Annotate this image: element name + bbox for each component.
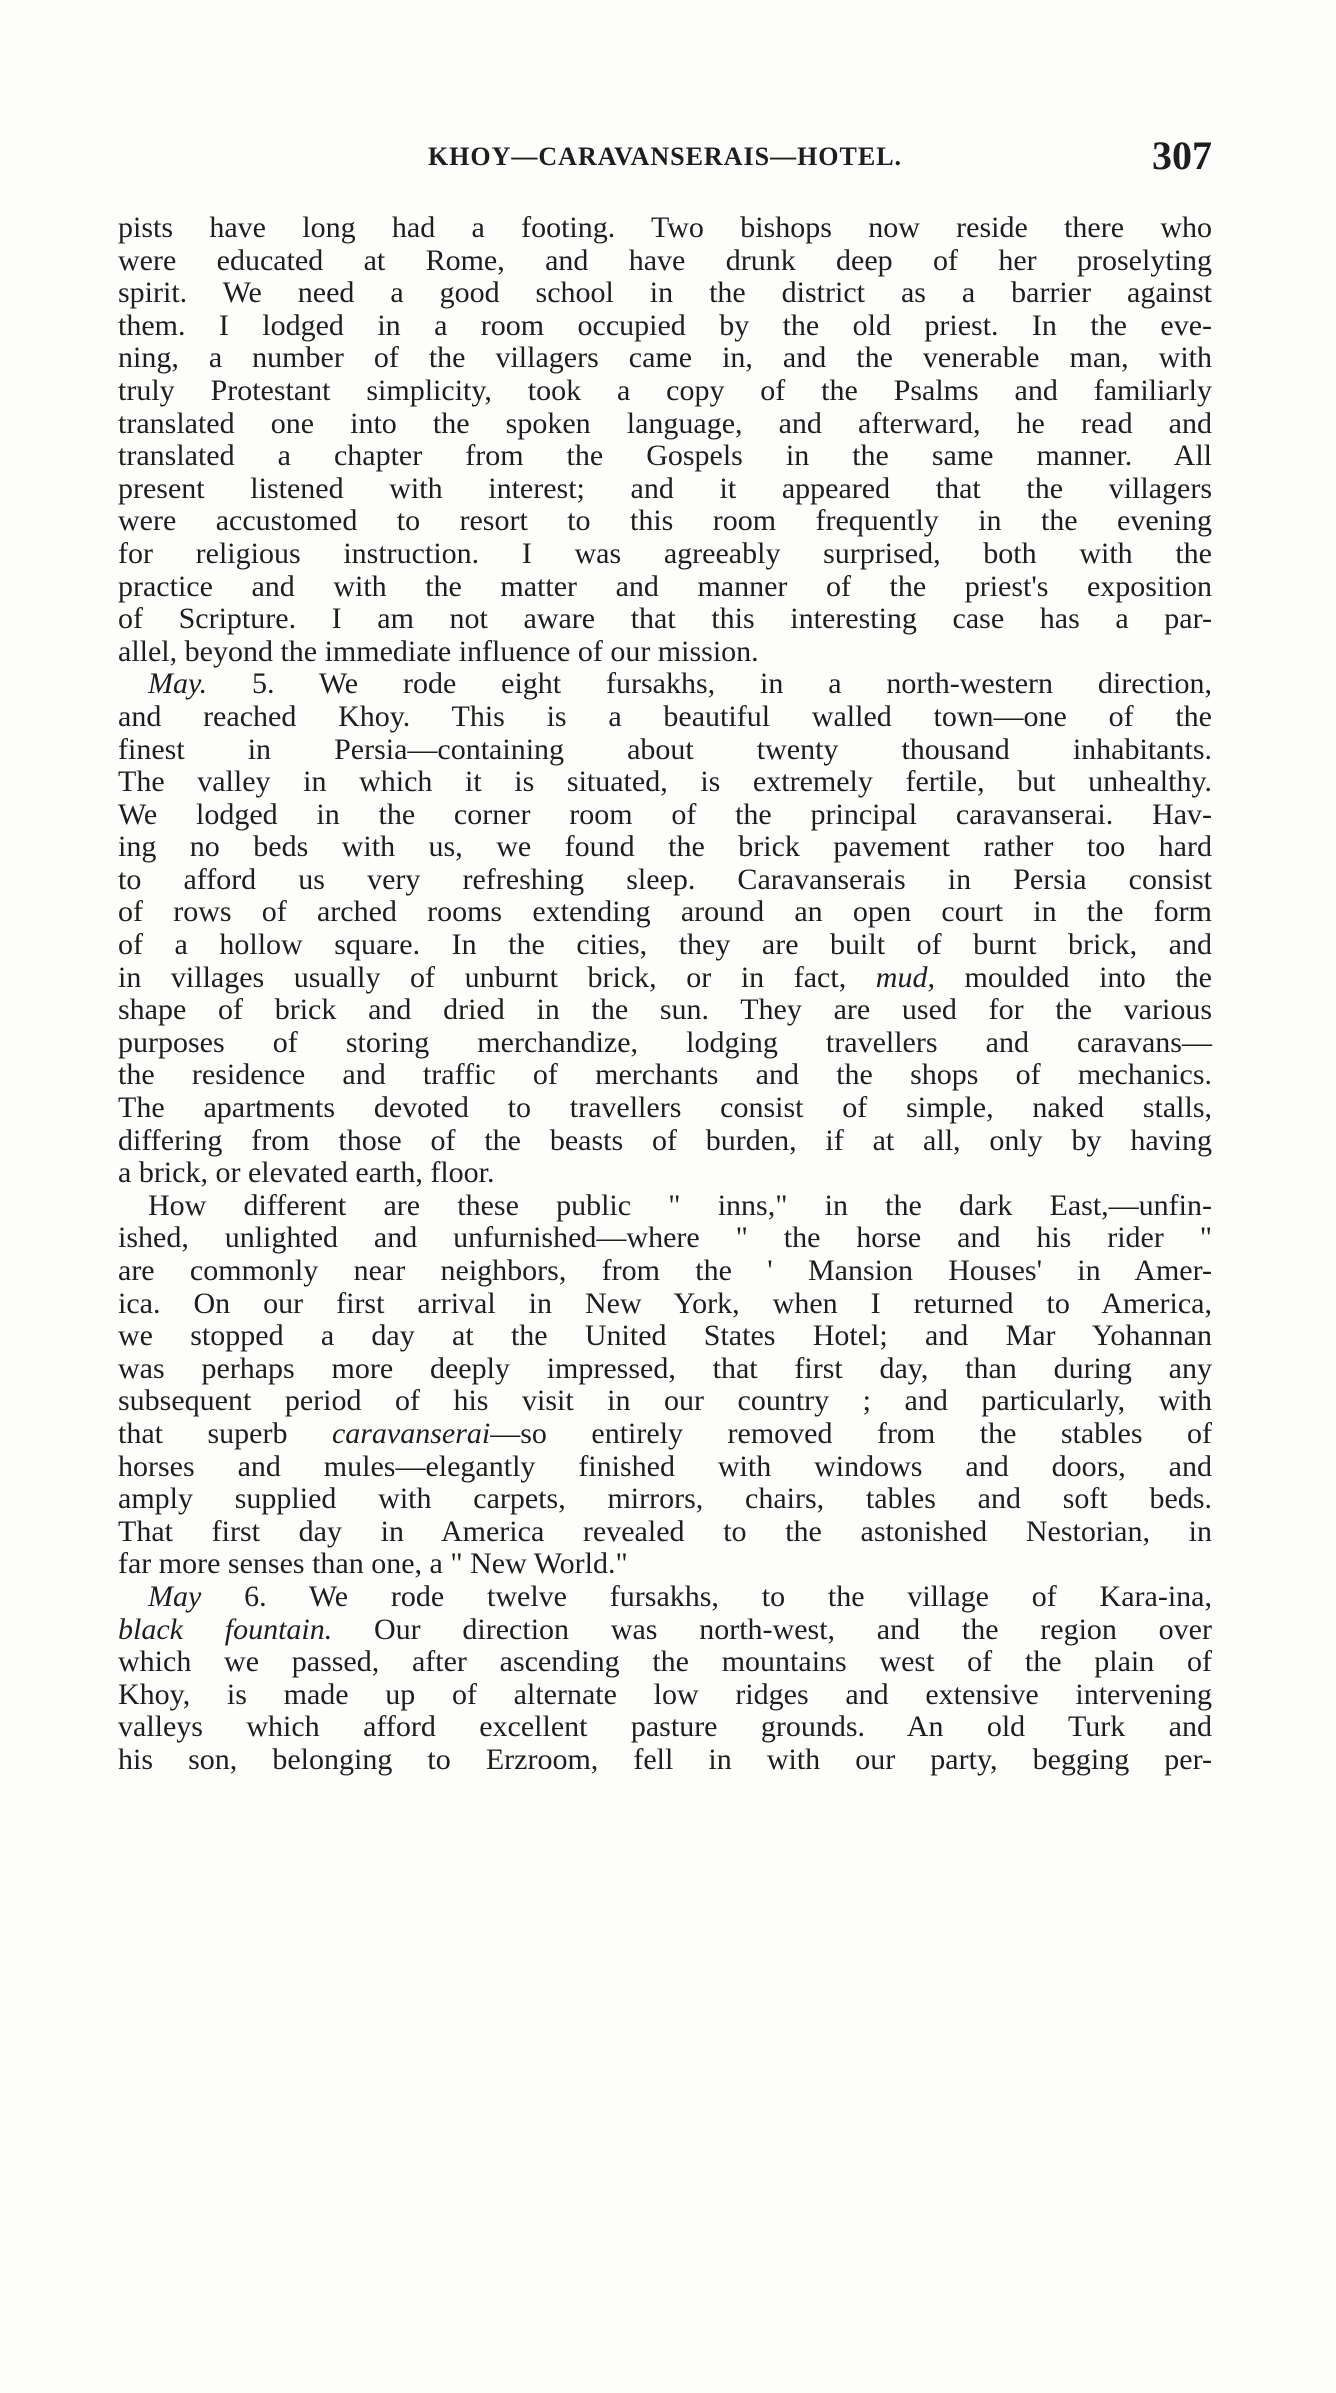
text-line <box>118 440 1212 473</box>
text-line <box>118 929 1212 962</box>
text-segment: a brick, or elevated earth, floor. <box>118 1156 495 1190</box>
text-segment: shape of brick and dried in the sun. They are used for the various <box>118 993 1212 1027</box>
text-segment: for religious instruction. I was agreeably surprised, both with the <box>118 536 1212 570</box>
text-segment: We lodged in the corner room of the principal caravanserai. Hav- <box>118 797 1212 831</box>
text-segment: Our direction was north-west, and the region over <box>332 1612 1212 1646</box>
italic-text: mud, <box>875 960 935 994</box>
italic-text: caravanserai <box>331 1416 491 1450</box>
text-line <box>118 1222 1212 1255</box>
text-line <box>118 1027 1212 1060</box>
text-line <box>118 1581 1212 1614</box>
text-segment: that superb <box>118 1416 332 1450</box>
text-segment: far more senses than one, a " New World." <box>118 1547 628 1581</box>
body-text <box>118 212 1212 1777</box>
text-segment: How different are these public " inns," in the dark East,—unfin- <box>148 1188 1212 1222</box>
text-line <box>118 1255 1212 1288</box>
text-line <box>118 277 1212 310</box>
text-segment: we stopped a day at the United States Hotel; and Mar Yohannan <box>118 1319 1212 1353</box>
text-segment: of rows of arched rooms extending around an open court in the form <box>118 895 1212 929</box>
text-line <box>118 1646 1212 1679</box>
text-segment: 5. We rode eight fursakhs, in a north-western direction, <box>207 667 1212 701</box>
text-line <box>118 1320 1212 1353</box>
text-segment: pists have long had a footing. Two bishops now reside there who <box>118 211 1212 244</box>
text-segment: horses and mules—elegantly finished with windows and doors, and <box>118 1449 1212 1483</box>
text-line <box>118 1157 1212 1190</box>
text-segment: The valley in which it is situated, is extremely fertile, but unhealthy. <box>118 765 1212 799</box>
text-segment: amply supplied with carpets, mirrors, chairs, tables and soft beds. <box>118 1482 1212 1516</box>
text-line <box>118 896 1212 929</box>
text-segment: were accustomed to resort to this room frequently in the evening <box>118 504 1212 538</box>
text-segment: present listened with interest; and it appeared that the villagers <box>118 471 1212 505</box>
text-segment: practice and with the matter and manner of the priest's exposition <box>118 569 1212 603</box>
text-segment: Khoy, is made up of alternate low ridges and extensive intervening <box>118 1677 1212 1711</box>
text-segment: his son, belonging to Erzroom, fell in with our party, begging per- <box>118 1742 1212 1776</box>
text-segment: differing from those of the beasts of burden, if at all, only by having <box>118 1123 1212 1157</box>
text-segment: —so entirely removed from the stables of <box>490 1416 1212 1450</box>
text-line <box>118 734 1212 767</box>
text-segment: and reached Khoy. This is a beautiful walled town—one of the <box>118 699 1212 733</box>
text-line <box>118 1744 1212 1777</box>
running-head: KHOY—CARAVANSERAIS—HOTEL. <box>427 142 903 171</box>
text-line <box>118 1125 1212 1158</box>
text-line <box>118 212 1212 245</box>
text-segment: subsequent period of his visit in our country ; and particularly, with <box>118 1384 1212 1418</box>
text-line <box>118 1614 1212 1647</box>
text-segment: in villages usually of unburnt brick, or in fact, <box>118 960 876 994</box>
text-segment: ished, unlighted and unfurnished—where " the horse and his rider " <box>118 1221 1212 1255</box>
text-line <box>118 701 1212 734</box>
text-segment: are commonly near neighbors, from the ' Mansion Houses' in Amer- <box>118 1254 1212 1287</box>
text-line <box>118 766 1212 799</box>
text-segment: valleys which afford excellent pasture grounds. An old Turk and <box>118 1710 1212 1744</box>
text-segment: allel, beyond the immediate influence of our mission. <box>118 634 759 668</box>
text-segment: were educated at Rome, and have drunk deep of her proselyting <box>118 243 1212 277</box>
text-line <box>118 342 1212 375</box>
text-line <box>118 538 1212 571</box>
text-line <box>118 375 1212 408</box>
text-line <box>118 799 1212 832</box>
text-segment: to afford us very refreshing sleep. Caravanserais in Persia consist <box>118 862 1212 896</box>
text-line <box>118 473 1212 506</box>
page-header <box>118 132 1212 180</box>
text-segment: ning, a number of the villagers came in, and the venerable man, with <box>118 341 1212 375</box>
italic-text: May <box>148 1579 202 1613</box>
text-line <box>118 1679 1212 1712</box>
text-segment: them. I lodged in a room occupied by the old priest. In the eve- <box>118 308 1212 342</box>
text-segment: translated one into the spoken language, and afterward, he read and <box>118 406 1212 440</box>
text-segment: spirit. We need a good school in the district as a barrier against <box>118 276 1212 310</box>
text-line <box>118 1190 1212 1223</box>
text-segment: was perhaps more deeply impressed, that first day, than during any <box>118 1351 1212 1385</box>
text-segment: finest in Persia—containing about twenty thousand inhabitants. <box>118 732 1212 766</box>
text-line <box>118 505 1212 538</box>
text-line <box>118 310 1212 343</box>
text-segment: truly Protestant simplicity, took a copy of the Psalms and familiarly <box>118 373 1212 407</box>
text-segment: of Scripture. I am not aware that this interesting case has a par- <box>118 602 1212 636</box>
text-line <box>118 1548 1212 1581</box>
page-number: 307 <box>1152 133 1212 178</box>
text-line <box>118 408 1212 441</box>
text-line <box>118 1516 1212 1549</box>
text-line <box>118 1418 1212 1451</box>
text-line <box>118 1483 1212 1516</box>
text-line <box>118 1059 1212 1092</box>
text-line <box>118 1288 1212 1321</box>
text-segment: of a hollow square. In the cities, they are built of burnt brick, and <box>118 928 1212 962</box>
text-line <box>118 994 1212 1027</box>
text-segment: the residence and traffic of merchants and the shops of mechanics. <box>118 1058 1212 1092</box>
text-line <box>118 571 1212 604</box>
text-line <box>118 864 1212 897</box>
text-segment: The apartments devoted to travellers consist of simple, naked stalls, <box>118 1091 1212 1125</box>
text-segment: 6. We rode twelve fursakhs, to the village of Kara-ina, <box>201 1579 1212 1613</box>
text-segment: ing no beds with us, we found the brick pavement rather too hard <box>118 830 1212 864</box>
italic-text: black fountain. <box>118 1612 333 1646</box>
text-line <box>118 245 1212 278</box>
text-line <box>118 962 1212 995</box>
text-line <box>118 1092 1212 1125</box>
text-line <box>118 831 1212 864</box>
text-line <box>118 1711 1212 1744</box>
text-line <box>118 668 1212 701</box>
text-segment: That first day in America revealed to the astonished Nestorian, in <box>118 1514 1212 1548</box>
text-line <box>118 603 1212 636</box>
italic-text: May. <box>148 667 208 701</box>
text-line <box>118 1353 1212 1386</box>
text-line <box>118 1385 1212 1418</box>
text-segment: ica. On our first arrival in New York, when I returned to America, <box>118 1286 1212 1320</box>
text-segment: purposes of storing merchandize, lodging travellers and caravans— <box>118 1025 1212 1059</box>
text-line <box>118 1451 1212 1484</box>
text-line <box>118 636 1212 669</box>
text-segment: translated a chapter from the Gospels in the same manner. All <box>118 439 1212 473</box>
text-segment: moulded into the <box>934 960 1213 994</box>
text-segment: which we passed, after ascending the mountains west of the plain of <box>118 1645 1212 1679</box>
